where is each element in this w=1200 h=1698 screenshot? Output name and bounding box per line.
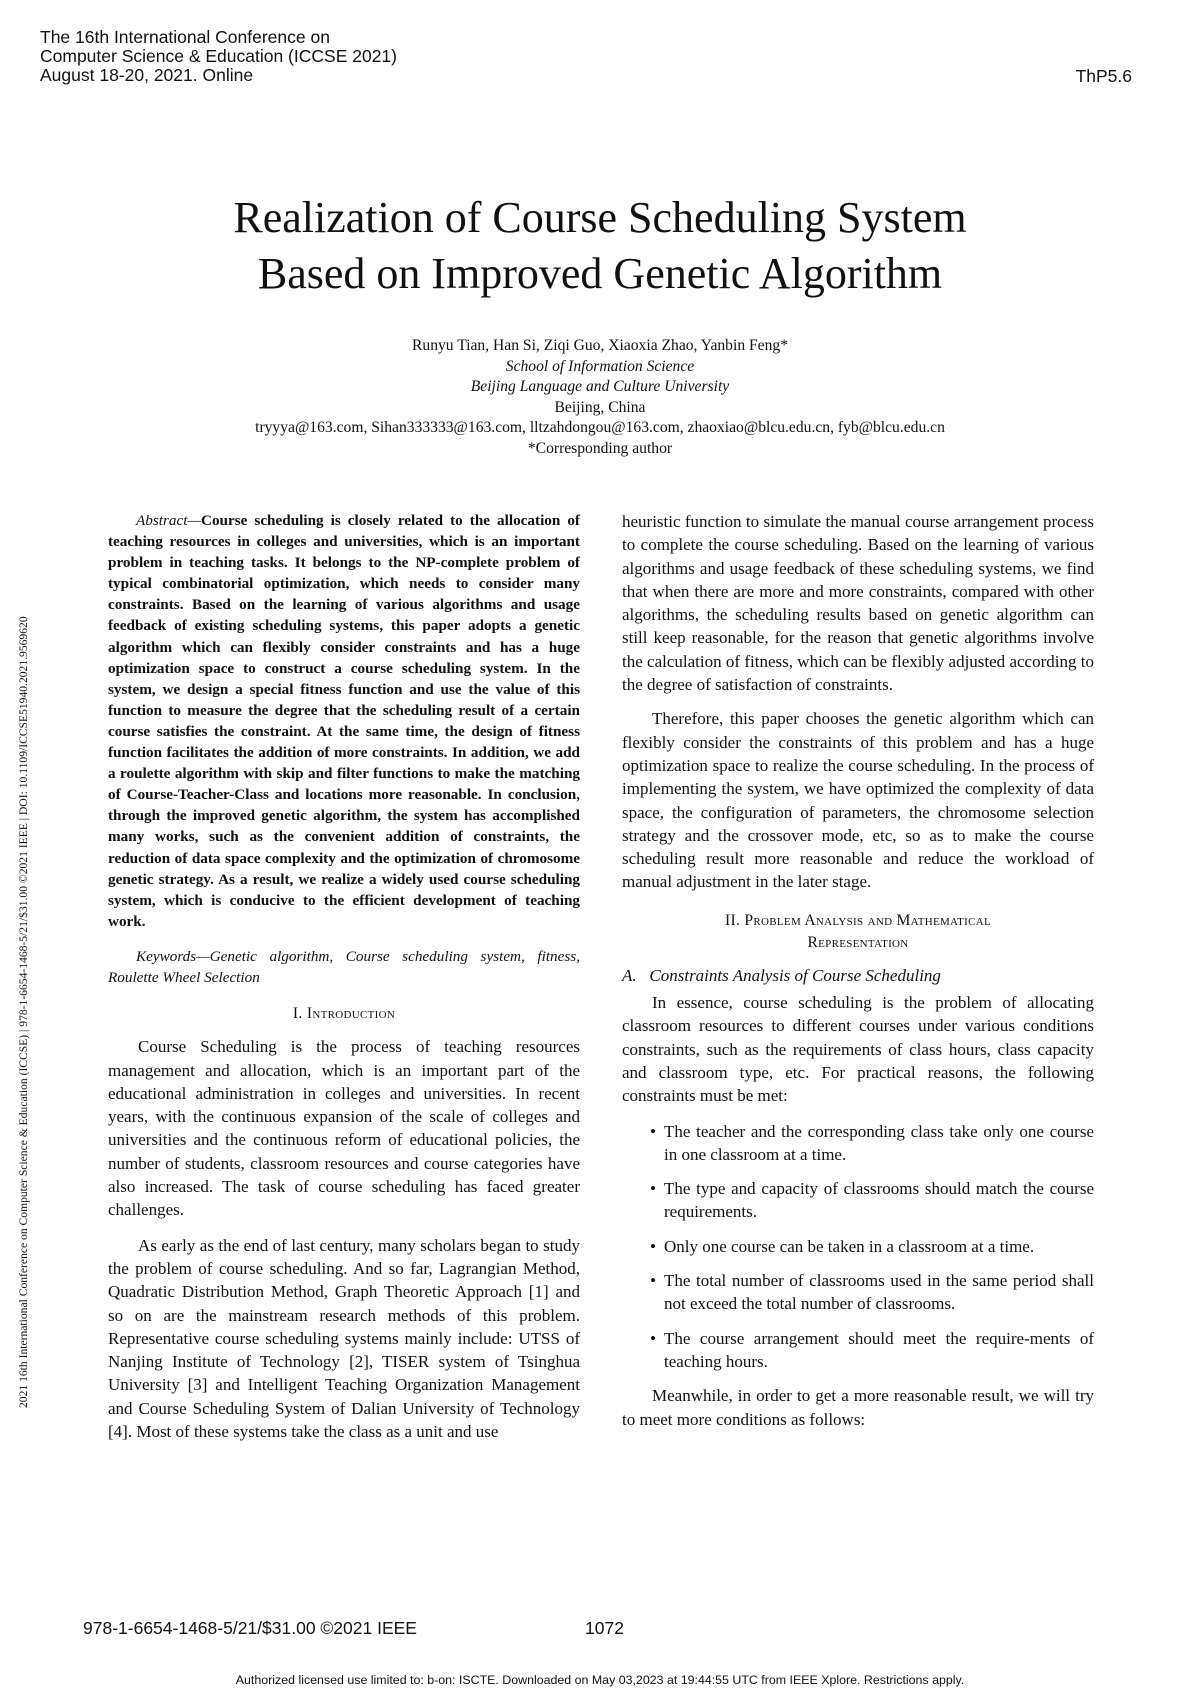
- section-number: I.: [292, 1005, 303, 1023]
- author-names: Runyu Tian, Han Si, Ziqi Guo, Xiaoxia Zhao, Yanbin Feng*: [412, 337, 788, 354]
- title-line: Realization of Course Scheduling System: [233, 193, 967, 242]
- conference-line: August 18-20, 2021. Online: [40, 65, 254, 85]
- list-item: • The teacher and the corresponding class take only one course in one classroom at a time.: [650, 1121, 1094, 1164]
- body-paragraph: Course Scheduling is the process of teaching resources management and allocation, which is an important part of the educational administration in colleges and universities. In recent years, with the continuous expansion of the scale of colleges and universities and the continuous reform of educational policies, the number of students, classroom resources and course categories have also increased. The task of course scheduling has faced greater challenges.: [108, 1037, 580, 1220]
- body-paragraph: As early as the end of last century, many scholars began to study the problem of course scheduling. And so far, Lagrangian Method, Quadratic Distribution Method, Graph Theoretic Approach [1] and so on are the mainstream research methods of this problem. Representative course scheduling systems mainly include: UTSS of Nanjing Institute of Technology [2], TISER system of Tsinghua University [3] and Intelligent Teaching Organization Management and Course Scheduling System of Dalian University of Technology [4]. Most of these systems take the class as a unit and use: [108, 1235, 580, 1442]
- bullet-icon: •: [650, 1271, 656, 1291]
- paper-title: [100, 190, 1100, 302]
- author-location: Beijing, China: [554, 398, 646, 416]
- session-code: ThP5.6: [1075, 66, 1132, 86]
- keywords-text: Genetic algorithm, Course scheduling system, fitness, Roulette Wheel Selection: [108, 947, 580, 987]
- conference-header: [40, 28, 397, 85]
- body-paragraph: Therefore, this paper chooses the genetic algorithm which can flexibly consider the constraints of this problem and has a huge optimization space to realize the course scheduling. In the process of implementing the system, we have optimized the complexity of data space, the configuration of parameters, the chromosome selection strategy and the crossover mode, etc, so as to make the course scheduling result more reasonable and reduce the workload of manual adjustment in the later stage.: [622, 709, 1094, 892]
- bullet-icon: •: [650, 1179, 656, 1199]
- list-item: • The course arrangement should meet the require-ments of teaching hours.: [650, 1328, 1094, 1371]
- bullet-icon: •: [650, 1236, 656, 1256]
- section-heading-introduction: [108, 1002, 580, 1025]
- section-title-cont: Representation: [807, 933, 909, 951]
- subsection-title: Constraints Analysis of Course Scheduling: [649, 965, 941, 985]
- section-title: Introduction: [306, 1005, 396, 1023]
- body-paragraph: heuristic function to simulate the manual course arrangement process to complete the course scheduling. Based on the learning of various algorithms and usage feedback of these scheduling systems, we find that when there are more and more constraints, compared with other algorithms, the scheduling results based on genetic algorithm can still keep reasonable, for the reason that genetic algorithms involve the calculation of fitness, which can be flexibly adjusted according to the degree of satisfaction of constraints.: [622, 512, 1094, 695]
- keywords: [108, 946, 580, 988]
- body-paragraph: In essence, course scheduling is the problem of allocating classroom resources to different courses under various conditions constraints, such as the requirements of class hours, class capacity and classroom type, etc. For practical reasons, the following constraints must be met:: [622, 993, 1094, 1106]
- corresponding-note: *Corresponding author: [527, 439, 673, 457]
- right-column: [622, 510, 1094, 1431]
- abstract: [108, 510, 580, 932]
- conference-line: Computer Science & Education (ICCSE 2021): [40, 46, 397, 66]
- list-item: • Only one course can be taken in a classroom at a time.: [622, 1235, 1094, 1258]
- list-item: • The total number of classrooms used in the same period shall not exceed the total number of classrooms.: [650, 1271, 1094, 1314]
- author-university: Beijing Language and Culture University: [470, 378, 730, 395]
- left-column: [108, 510, 580, 1443]
- bullet-icon: •: [650, 1121, 656, 1141]
- doi-margin-text: 2021 16th International Conference on Computer Science & Education (ICCSE) | 978-1-6654-1468-5/21/$31.00 ©2021 IEEE | DOI: 10.1109/ICCSE51940.2021.9569620: [17, 616, 30, 1408]
- keywords-label: Keywords—: [136, 947, 210, 965]
- conference-line: The 16th International Conference on: [40, 27, 330, 47]
- abstract-text: Course scheduling is closely related to the allocation of teaching resources in colleges and universities, which is an important problem in teaching tasks. It belongs to the NP-complete problem of typical combinatorial optimization, which needs to consider many constraints. Based on the learning of various algorithms and usage feedback of existing scheduling systems, this paper adopts a genetic algorithm which can flexibly consider constraints and has a huge optimization space to construct a course scheduling system. In the system, we design a special fitness function and use the value of this function to measure the degree that the scheduling result of a certain course satisfies the constraint. At the same time, the design of fitness function facilitates the addition of more constraints. In addition, we add a roulette algorithm with skip and filter functions to make the matching of Course-Teacher-Class and locations more reasonable. In conclusion, through the improved genetic algorithm, the system has accomplished many works, such as the convenient addition of constraints, the reduction of data space complexity and the optimization of chromosome genetic strategy. As a result, we realize a widely used course scheduling system, which is conducive to the efficient development of teaching work.: [108, 512, 580, 930]
- footer-isbn: 978-1-6654-1468-5/21/$31.00 ©2021 IEEE: [83, 1618, 417, 1638]
- body-paragraph: Meanwhile, in order to get a more reasonable result, we will try to meet more conditions as follows:: [622, 1386, 1094, 1429]
- bullet-icon: •: [650, 1328, 656, 1348]
- author-block: [100, 336, 1100, 459]
- section-heading-problem-analysis: [622, 910, 1094, 954]
- section-title: Problem Analysis and Mathematical: [744, 911, 991, 929]
- license-notice: Authorized licensed use limited to: b-on: ISCTE. Downloaded on May 03,2023 at 19:44:55 UTC from IEEE Xplore. Restrictions apply.: [235, 1673, 965, 1687]
- page-number: 1072: [585, 1618, 624, 1638]
- title-line: Based on Improved Genetic Algorithm: [257, 249, 943, 298]
- subsection-label: A.: [622, 965, 637, 985]
- subsection-heading: [622, 964, 1094, 987]
- constraints-list: [622, 1120, 1094, 1374]
- abstract-label: Abstract—: [136, 512, 201, 529]
- author-department: School of Information Science: [505, 357, 695, 375]
- list-item: • The type and capacity of classrooms should match the course requirements.: [650, 1179, 1094, 1222]
- section-number: II.: [725, 911, 741, 929]
- author-emails: tryyya@163.com, Sihan333333@163.com, lltzahdongou@163.com, zhaoxiao@blcu.edu.cn, fyb@blcu.edu.cn: [255, 419, 945, 436]
